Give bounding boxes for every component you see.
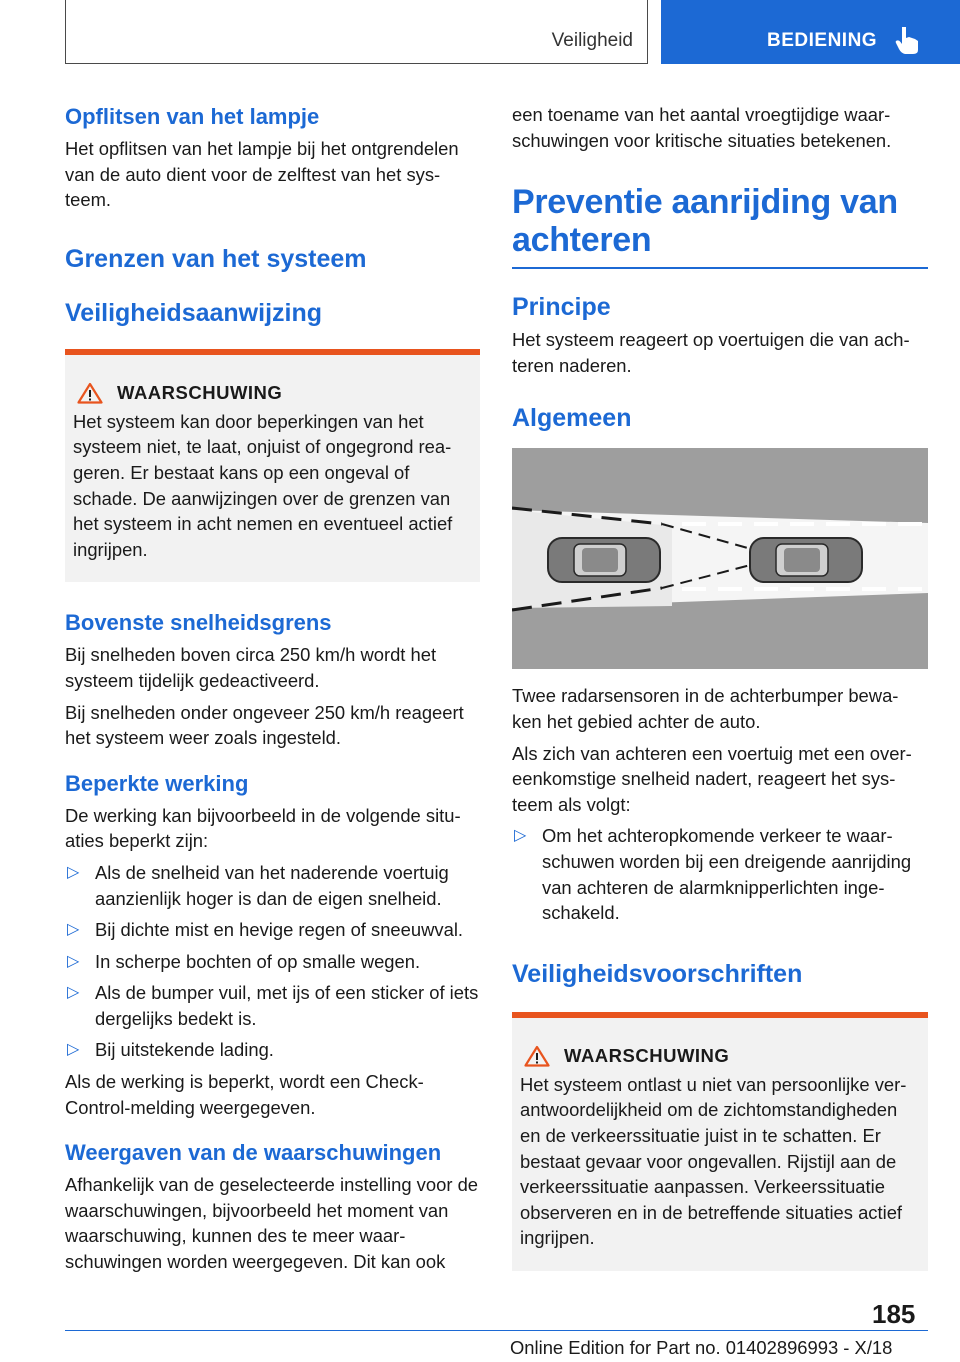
left-column: [65, 100, 480, 1275]
warning-header-2: [520, 1042, 920, 1070]
warning-title-2: WAARSCHUWING: [564, 1044, 730, 1066]
heading-principle: Principe: [512, 293, 611, 322]
right-column: [512, 100, 928, 1271]
rear-car-icon: [548, 538, 660, 582]
warning-triangle-icon: [77, 382, 103, 404]
footer-edition: Online Edition for Part no. 01402896993 - X/18: [510, 1337, 893, 1358]
restricted-list: [65, 860, 480, 1063]
warning-box-1: [65, 349, 480, 583]
footer-divider: [65, 1330, 928, 1331]
paragraph-warning-display: Afhankelijk van de geselecteerde instelling voor de waarschuwingen, bijvoorbeeld het moment van waarschuwing, kunnen des te meer waar-schuwingen worden weergegeven. Dit kan ook: [65, 1174, 479, 1273]
list-item: ▷ Als de snelheid van het naderende voertuig aanzienlijk hoger is dan de eigen snelheid.: [67, 861, 449, 909]
warning-header-1: [73, 379, 472, 407]
paragraph-principle: Het systeem reageert op voertuigen die van ach-teren naderen.: [512, 329, 910, 376]
heading-safety-rules: Veiligheidsvoorschriften: [512, 959, 803, 988]
paragraph-speed-1: Bij snelheden boven circa 250 km/h wordt het systeem tijdelijk gedeactiveerd.: [65, 644, 437, 691]
heading-restricted: Beperkte werking: [65, 770, 249, 796]
triangle-bullet-icon: ▷: [514, 827, 527, 845]
heading-general: Algemeen: [512, 404, 632, 433]
list-item: ▷ Bij dichte mist en hevige regen of sneeuwval.: [65, 917, 480, 943]
heading-system-limits: Grenzen van het systeem: [65, 244, 367, 273]
triangle-bullet-icon: ▷: [67, 984, 80, 1002]
header-chapter-tab[interactable]: [661, 0, 960, 64]
header-chapter-label: BEDIENING: [767, 30, 878, 51]
header-section-box: [65, 0, 648, 64]
list-item: ▷ In scherpe bochten of op smalle wegen.: [65, 949, 480, 975]
triangle-bullet-icon: ▷: [67, 952, 80, 970]
header-section-label: Veiligheid: [551, 30, 633, 51]
heading-warning-display: Weergaven van de waarschuwingen: [65, 1140, 442, 1166]
list-item: ▷ Bij uitstekende lading.: [65, 1037, 480, 1063]
approach-list: [512, 823, 928, 925]
paragraph-approach: Als zich van achteren een voertuig met een over-eenkomstige snelheid nadert, reageert het sys-teem als volgt:: [512, 742, 912, 815]
list-item: ▷ Om het achteropkomende verkeer te waar-schuwen worden bij een dreigende aanrijding van achteren de alarmknipperlichten inge-schakeld.: [514, 825, 912, 924]
warning-text-1: Het systeem kan door beperkingen van het systeem niet, te laat, onjuist of ongegrond rea-geren. Er bestaat kans op een ongeval of schade. De aanwijzingen over de grenzen van het systeem in acht nemen en eventueel actief ingrijpen.: [73, 410, 453, 560]
paragraph-flash: Het opflitsen van het lampje bij het ontgrendelen van de auto dient voor de zelftest van het sys-teem.: [65, 138, 459, 211]
warning-text-2: Het systeem ontlast u niet van persoonlijke ver-antwoordelijkheid om de zichtomstandigheden en de verkeerssituatie juist in te schatten. Er bestaat gevaar voor ongevallen. Rijstijl aan de verkeerssituatie aanpassen. Verkeerssituatie observeren en in de betreffende situaties actief ingrijpen.: [520, 1073, 907, 1249]
heading-safety-note: Veiligheidsaanwijzing: [65, 298, 323, 327]
front-car-icon: [750, 538, 862, 582]
paragraph-speed-2: Bij snelheden onder ongeveer 250 km/h reageert het systeem weer zoals ingesteld.: [65, 701, 464, 749]
heading-flash: Opflitsen van het lampje: [65, 104, 320, 129]
triangle-bullet-icon: ▷: [67, 863, 80, 881]
page-number: 185: [872, 1299, 916, 1329]
rear-radar-illustration: [512, 448, 928, 669]
triangle-bullet-icon: ▷: [67, 1041, 80, 1059]
warning-title-1: WAARSCHUWING: [117, 381, 283, 403]
paragraph-check-control: Als de werking is beperkt, wordt een Check-Control-melding weergegeven.: [65, 1071, 424, 1118]
list-item: ▷ Als de bumper vuil, met ijs of een sticker of iets dergelijks bedekt is.: [67, 982, 479, 1029]
heading-speed-limit: Bovenste snelheidsgrens: [65, 610, 332, 636]
paragraph-sensors: Twee radarsensoren in de achterbumper bewa-ken het gebied achter de auto.: [512, 685, 899, 732]
paragraph-restricted: De werking kan bijvoorbeeld in de volgende situ-aties beperkt zijn:: [65, 804, 461, 852]
warning-box-2: [512, 1012, 928, 1271]
triangle-bullet-icon: ▷: [67, 921, 80, 939]
paragraph-continuation: een toename van het aantal vroegtijdige waar-schuwingen voor kritische situaties betekenen.: [512, 104, 892, 151]
heading-rear-collision-prevention: Preventie aanrijding van achteren: [512, 183, 928, 269]
warning-triangle-icon: [524, 1045, 550, 1067]
pointing-hand-icon: [893, 24, 923, 56]
